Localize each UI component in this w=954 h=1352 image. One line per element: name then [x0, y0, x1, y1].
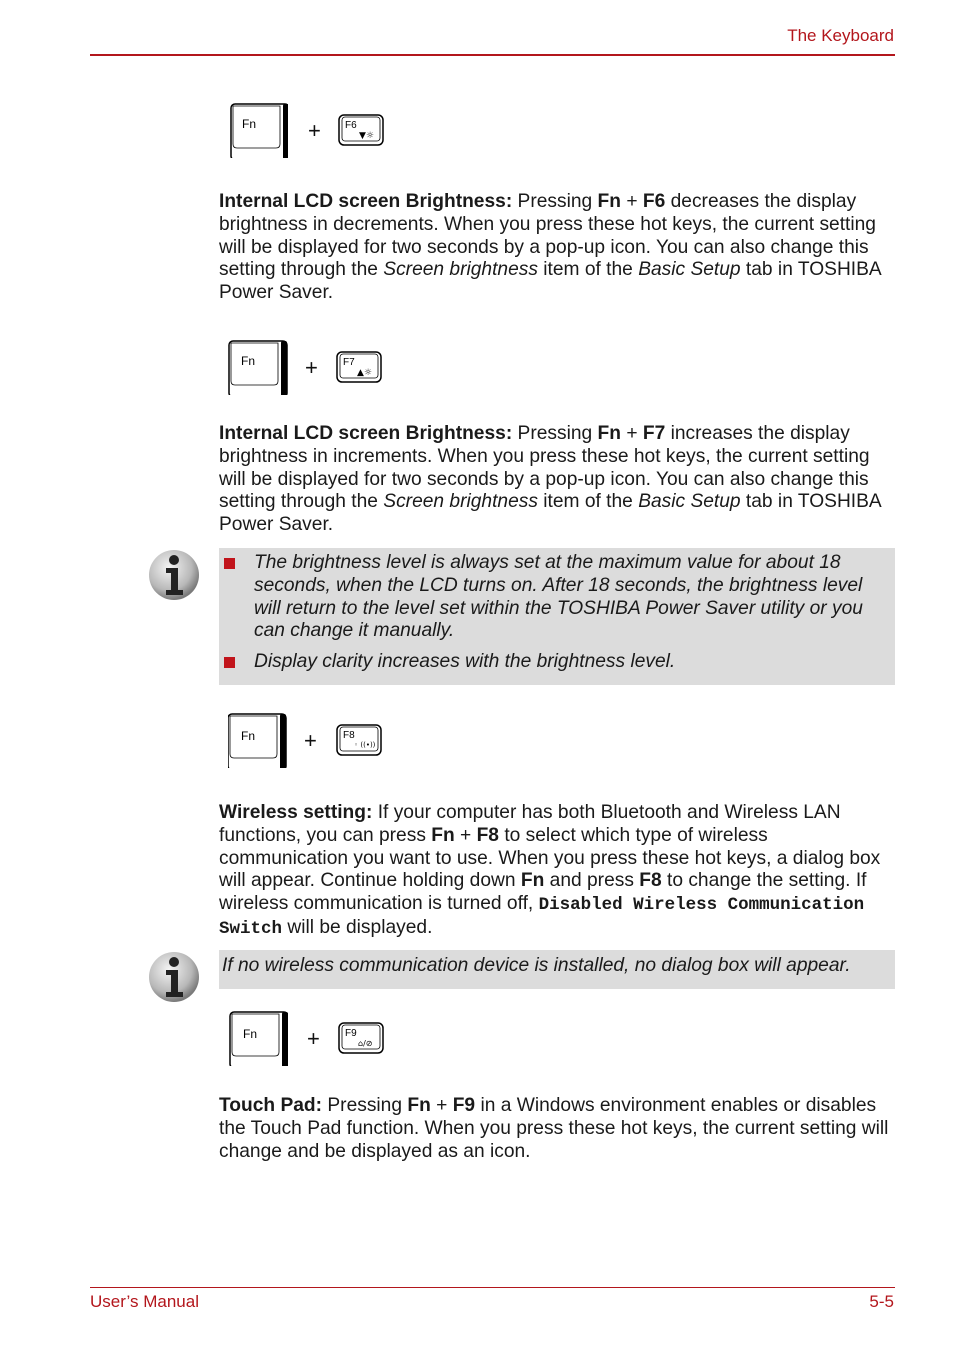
fn-key-icon: [228, 712, 288, 768]
f6-key-label: F6: [345, 120, 357, 131]
hotkey-fn-f6: [228, 102, 388, 164]
fn-key-icon: [228, 102, 288, 158]
section-brightness-up: Internal LCD screen Brightness: Pressing Fn + F7 increases the display brightness in increments. When you press these hot keys, the current setting will be displayed for two seconds by a pop-up icon. You can also change this setting through the Screen brightness item of the Basic Setup tab in TOSHIBA Power Saver.: [219, 423, 881, 536]
svg-text:Fn: Fn: [243, 1027, 258, 1041]
f8-key-icon: [336, 724, 382, 756]
plus-sign: +: [307, 1026, 320, 1051]
wireless-symbol: ◦ ((•)): [354, 741, 376, 749]
hotkey-fn-f8: [228, 712, 388, 774]
section-brightness-down: Internal LCD screen Brightness: Pressing Fn + F6 decreases the display brightness in decrements. When you press these hot keys, the current setting will be displayed for two seconds by a pop-up icon. You can also change this setting through the Screen brightness item of the Basic Setup tab in TOSHIBA Power Saver.: [219, 191, 881, 304]
fn-key-label: Fn: [242, 117, 257, 131]
info-icon: [148, 951, 200, 1003]
plus-sign: +: [305, 355, 318, 380]
note-text: The brightness level is always set at the maximum value for about 18 seconds, when the LCD turns on. After 18 seconds, the brightness level will return to the level set within the TOSHIBA Power Saver utility or you can change it manually.: [254, 552, 863, 642]
note-text: If no wireless communication device is installed, no dialog box will appear.: [222, 955, 851, 976]
svg-text:F7: F7: [343, 357, 355, 368]
plus-sign: +: [308, 118, 321, 143]
bullet-marker: [224, 657, 235, 668]
footer-rule: [90, 1287, 895, 1288]
header-rule: [90, 54, 895, 56]
plus-sign: +: [304, 728, 317, 753]
brightness-up-symbol: ▲☼: [357, 368, 372, 378]
note-brightness: [219, 548, 895, 685]
touchpad-symbol: ⌂/⊘: [358, 1039, 373, 1048]
note-wireless: [219, 950, 895, 989]
hotkey-fn-f7: [228, 339, 388, 401]
svg-text:F8: F8: [343, 730, 355, 741]
svg-text:Fn: Fn: [241, 354, 256, 368]
svg-text:Fn: Fn: [241, 729, 256, 743]
info-icon: [148, 549, 200, 601]
page-number: 5-5: [869, 1292, 894, 1311]
fn-key-icon: [228, 339, 288, 395]
fn-key-icon: [228, 1010, 288, 1066]
section-touchpad: Touch Pad: Pressing Fn + F9 in a Windows environment enables or disables the Touch Pad function. When you press these hot keys, the current setting will change and be displayed as an icon.: [219, 1095, 889, 1162]
brightness-down-symbol: ▼☼: [359, 131, 374, 141]
svg-text:F9: F9: [345, 1028, 357, 1039]
section-wireless: Wireless setting: If your computer has both Bluetooth and Wireless LAN functions, you can press Fn + F8 to select which type of wireless communication you want to use. When you press these hot keys, a dialog box will appear. Continue holding down Fn and press F8 to change the setting. If wireless communication is turned off, Disabled Wireless Communication Switch will be displayed.: [219, 802, 881, 939]
hotkey-fn-f9: [228, 1010, 388, 1072]
f6-key-icon: [338, 114, 384, 146]
f9-key-icon: [338, 1022, 384, 1054]
bullet-marker: [224, 558, 235, 569]
f7-key-icon: [336, 351, 382, 383]
header-title: The Keyboard: [787, 26, 894, 45]
note-text: Display clarity increases with the brightness level.: [254, 651, 676, 672]
footer-manual-title: User’s Manual: [90, 1292, 199, 1311]
